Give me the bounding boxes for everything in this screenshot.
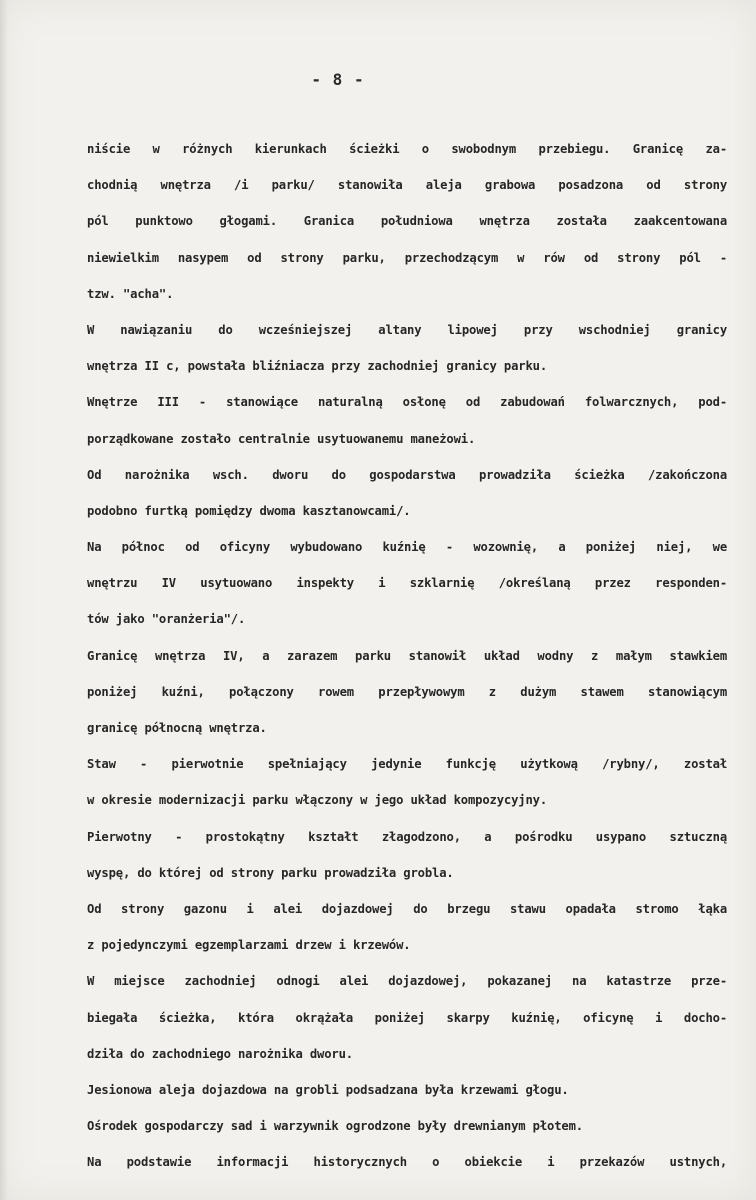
text-line: tzw. "acha".: [87, 286, 174, 301]
text-line: porządkowane zostało centralnie usytuowanemu maneżowi.: [87, 431, 476, 446]
text-line: w okresie modernizacji parku włączony w jego układ kompozycyjny.: [87, 793, 547, 808]
text-line: wnętrza II c, powstała bliźniacza przy zachodniej granicy parku.: [87, 359, 547, 374]
text-line: z pojedynczymi egzemplarzami drzew i krzewów.: [87, 938, 411, 953]
text-line: granicę północną wnętrza.: [87, 721, 267, 735]
text-line: poniżej kuźni, połączony rowem przepływowym z dużym stawem stanowiącym: [87, 684, 727, 699]
text-line: podobno furtką pomiędzy dwoma kasztanowcami/.: [87, 503, 411, 518]
text-line: Od strony gazonu i alei dojazdowej do brzegu stawu opadała stromo łąka: [87, 901, 727, 916]
text-line: Od narożnika wsch. dworu do gospodarstwa prowadziła ścieżka /zakończona: [87, 467, 727, 482]
text-line: dziła do zachodniego narożnika dworu.: [87, 1046, 353, 1061]
text-line: Jesionowa aleja dojazdowa na grobli podsadzana była krzewami głogu.: [87, 1082, 569, 1097]
text-line: biegała ścieżka, która okrążała poniżej skarpy kuźnię, oficynę i docho-: [87, 1010, 727, 1025]
page-number: - 8 -: [311, 70, 365, 89]
text-line: wyspę, do której od strony parku prowadziła grobla.: [87, 865, 454, 880]
text-line: Na północ od oficyny wybudowano kuźnię - wozownię, a poniżej niej, we: [87, 540, 727, 555]
text-line: Staw - pierwotnie spełniający jedynie funkcję użytkową /rybny/, został: [87, 757, 727, 772]
text-line: Ośrodek gospodarczy sad i warzywnik ogrodzone były drewnianym płotem.: [87, 1119, 583, 1134]
text-line: pól punktowo głogami. Granica południowa wnętrza została zaakcentowana: [87, 214, 727, 229]
text-line: chodnią wnętrza /i parku/ stanowiła aleja grabowa posadzona od strony: [87, 178, 727, 193]
text-line: niście w różnych kierunkach ścieżki o swobodnym przebiegu. Granicę za-: [87, 142, 727, 156]
text-line: Na podstawie informacji historycznych o obiekcie i przekazów ustnych,: [87, 1155, 727, 1170]
text-line: niewielkim nasypem od strony parku, przechodzącym w rów od strony pól -: [87, 250, 727, 265]
text-line: tów jako "oranżeria"/.: [87, 612, 246, 627]
text-line: Wnętrze III - stanowiące naturalną osłonę od zabudowań folwarcznych, pod-: [87, 395, 727, 410]
text-line: W miejsce zachodniej odnogi alei dojazdowej, pokazanej na katastrze prze-: [87, 974, 727, 989]
text-line: W nawiązaniu do wcześniejszej altany lipowej przy wschodniej granicy: [87, 322, 727, 337]
page-left-edge: [0, 0, 8, 1200]
text-line: Pierwotny - prostokątny kształt złagodzono, a pośrodku usypano sztuczną: [87, 829, 727, 844]
text-line: Granicę wnętrza IV, a zarazem parku stanowił układ wodny z małym stawkiem: [87, 648, 727, 663]
text-line: wnętrzu IV usytuowano inspekty i szklarnię /określaną przez responden-: [87, 576, 727, 591]
body-text: [87, 138, 727, 1187]
